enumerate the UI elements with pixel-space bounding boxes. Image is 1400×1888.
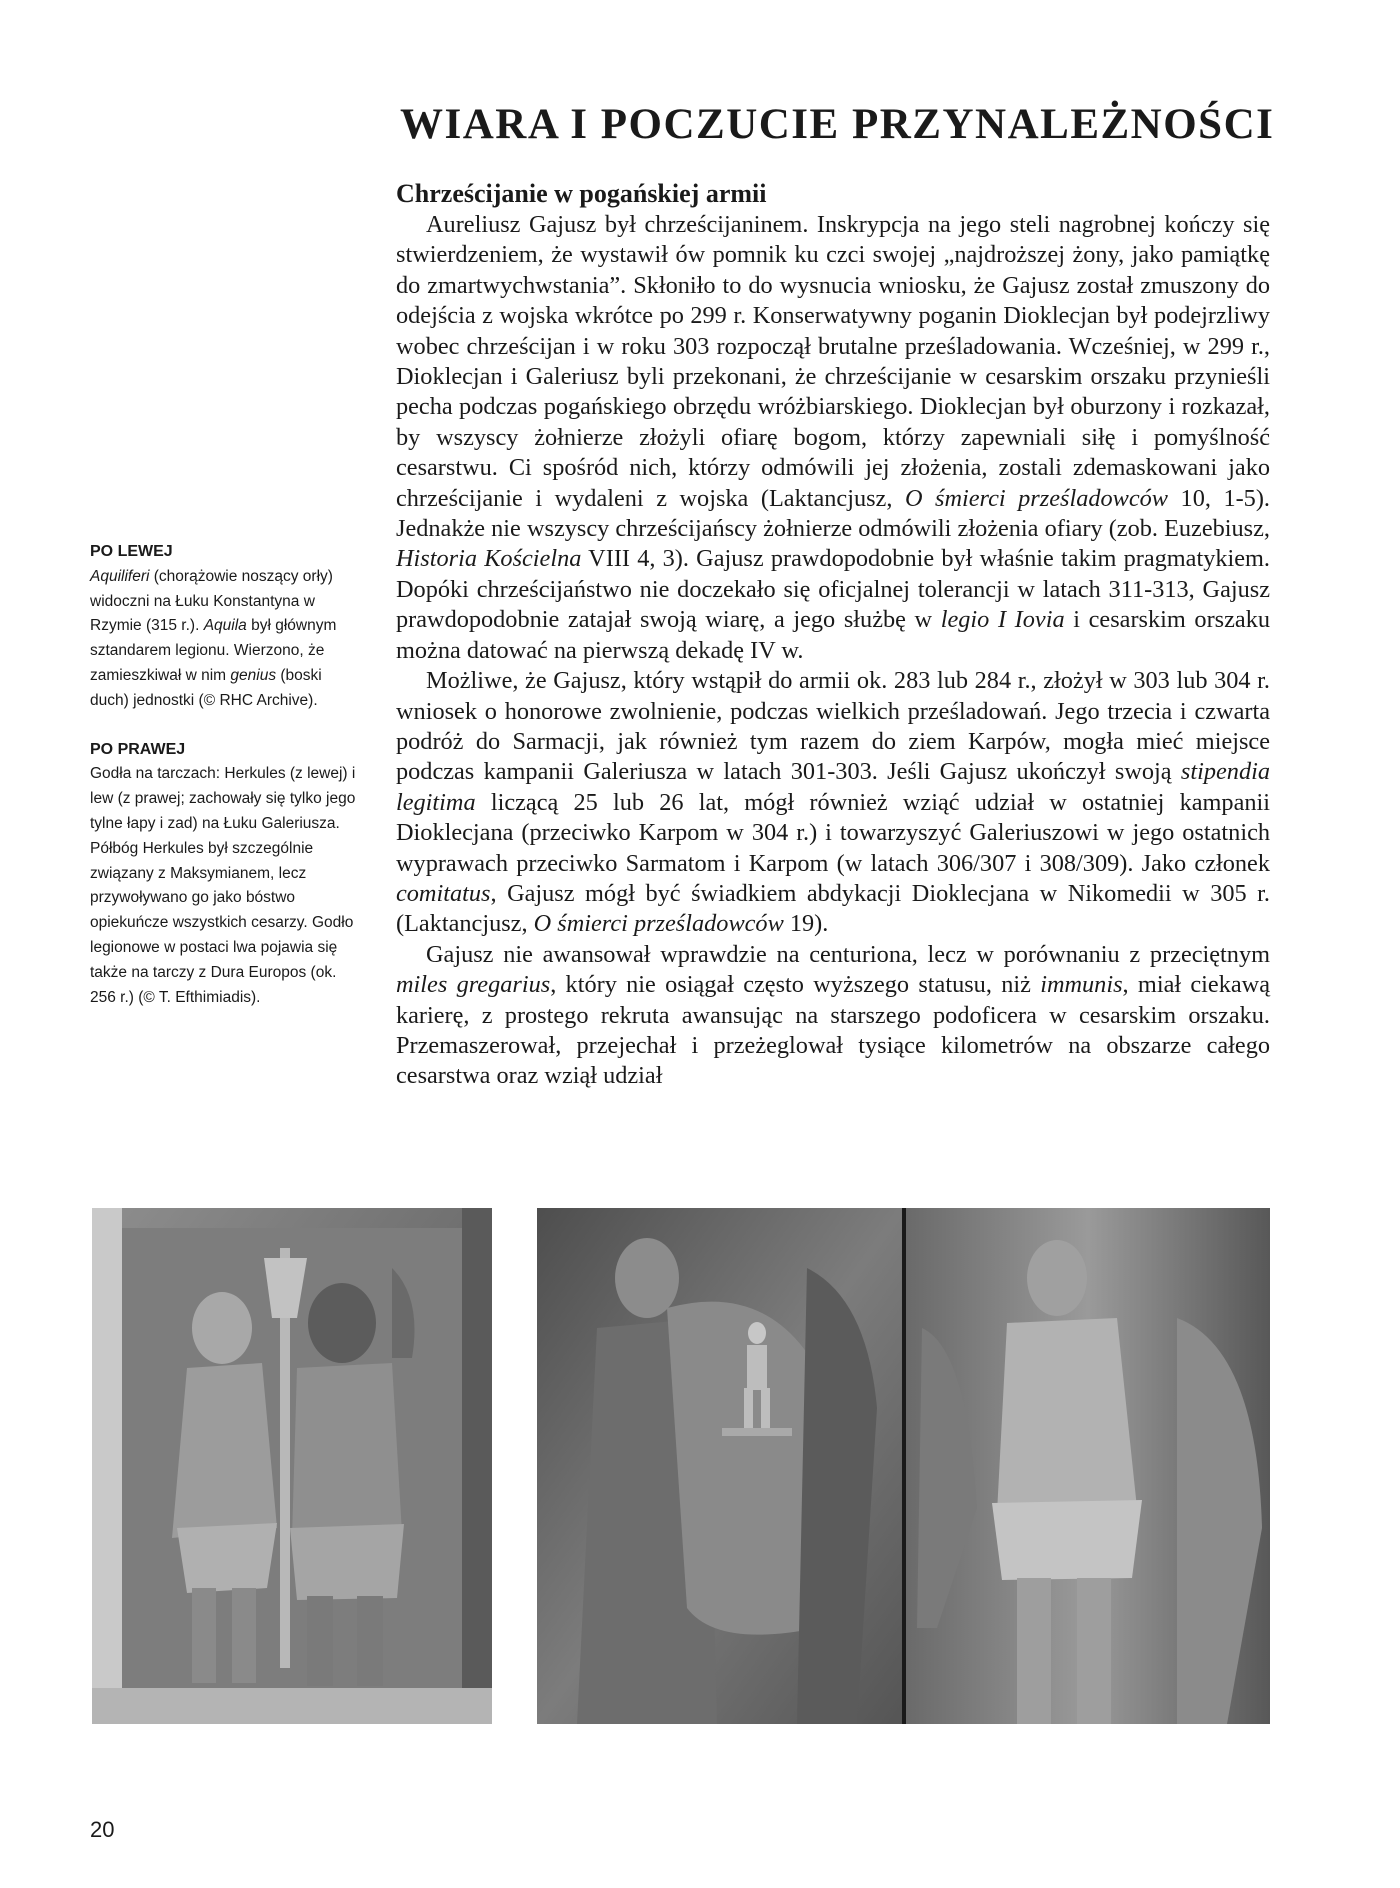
caption-left-heading: PO LEWEJ — [90, 543, 173, 560]
chapter-title: WIARA I POCZUCIE PRZYNALEŻNOŚCI — [400, 101, 1275, 148]
page-number: 20 — [90, 1817, 115, 1842]
aquiliferi-relief-photo — [92, 1208, 492, 1724]
paragraph-3: Gajusz nie awansował wprawdzie na centuriona, lecz w porównaniu z przeciętnym miles gregarius, który nie osiągał często wyższego statusu, niż immunis, miał ciekawą karierę, z prostego rekruta awansując na starszego podoficera w cesarskim orszaku. Przemaszerował, przejechał i przeżeglował tysiące kilometrów na obszarze całego cesarstwa oraz wziął udział — [396, 940, 1270, 1090]
section-heading: Chrześcijanie w pogańskiej armii — [396, 179, 767, 208]
paragraph-1: Aureliusz Gajusz był chrześcijaninem. Inskrypcja na jego steli nagrobnej kończy się stwierdzeniem, że wystawił ów pomnik ku czci swojej „najdroższej żony, jako pamiątkę do zmartwychwstania”. Skłoniło to do wysnucia wniosku, że Gajusz został zmuszony do odejścia z wojska wkrótce po 299 r. Konserwatywny poganin Dioklecjan był podejrzliwy wobec chrześcijan i w roku 303 rozpoczął brutalne prześladowania. Wcześniej, w 299 r., Dioklecjan i Galeriusz byli przekonani, że chrześcijanie w cesarskim orszaku przynieśli pecha podczas pogańskiego obrzędu wróżbiarskiego. Dioklecjan był oburzony i rozkazał, by wszyscy żołnierze złożyli ofiarę bogom, którzy zapewniali siłę i pomyślność cesarstwu. Ci spośród nich, którzy odmówili jej złożenia, zostali zdemaskowani jako chrześcijanie i wydaleni z wojska (Laktancjusz, O śmierci prześladowców 10, 1-5). Jednakże nie wszyscy chrześcijańscy żołnierze odmówili złożenia ofiary (zob. Euzebiusz, Historia Kościelna VIII 4, 3). Gajusz prawdopodobnie był właśnie takim pragmatykiem. Dopóki chrześcijaństwo nie doczekało się oficjalnej tolerancji w latach 311-313, Gajusz prawdopodobnie zatajał swoją wiarę, a jego służbę w legio I Iovia i cesarskim orszaku można datować na pierwszą dekadę IV w. — [396, 211, 1270, 664]
shield-emblems-relief-photo — [537, 1208, 1270, 1724]
caption-right-heading: PO PRAWEJ — [90, 740, 186, 758]
caption-left-text: Aquiliferi (chorążowie noszący orły) widoczni na Łuku Konstantyna w Rzymie (315 r.). Aquila był głównym sztandarem legionu. Wierzono, że zamieszkiwał w nim genius (boski duch) jednostki (© RHC Archive). — [90, 567, 337, 709]
main-text-column — [396, 178, 1270, 1092]
paragraph-2: Możliwe, że Gajusz, który wstąpił do armii ok. 283 lub 284 r., złożył w 303 lub 304 r. wniosek o honorowe zwolnienie, podczas wielkich prześladowań. Jego trzecia i czwarta podróż do Sarmacji, jak również tym razem do ziem Karpów, mogła mieć miejsce podczas kampanii Galeriusza w latach 301-303. Jeśli Gajusz ukończył swoją stipendia legitima liczącą 25 lub 26 lat, mógł również wziąć udział w ostatniej kampanii Dioklecjana (przeciwko Karpom w 304 r.) i towarzyszyć Galeriuszowi w jego ostatnich wyprawach przeciwko Sarmatom i Karpom (w latach 306/307 i 308/309). Jako członek comitatus, Gajusz mógł być świadkiem abdykacji Dioklecjana w Nikomedii w 305 r. (Laktancjusz, O śmierci prześladowców 19). — [396, 667, 1270, 938]
caption-left-photo — [90, 540, 360, 714]
captions-column — [90, 540, 360, 1034]
caption-right-text: Godła na tarczach: Herkules (z lewej) i lew (z prawej; zachowały się tylko jego tylne łapy i zad) na Łuku Galeriusza. Półbóg Herkules był szczególnie związany z Maksymianem, lecz przywoływano go jako bóstwo opiekuńcze wszystkich cesarzy. Godło legionowe w postaci lwa pojawia się także na tarczy z Dura Europos (ok. 256 r.) (© T. Efthimiadis). — [90, 765, 356, 1006]
caption-right-photo — [90, 738, 360, 1011]
